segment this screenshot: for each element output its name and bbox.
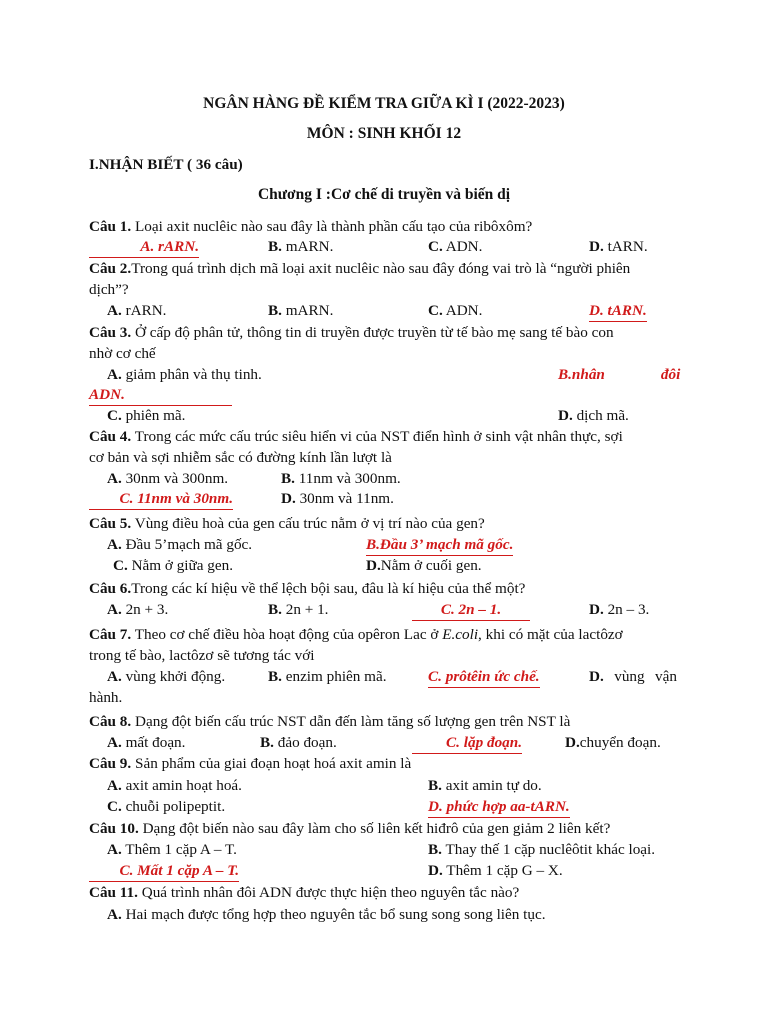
q4-option-b: B. 11nm và 300nm. [281,470,401,487]
question-label: Câu 5. [89,515,132,532]
question-text: Trong quá trình dịch mã loại axit nuclêic nào sau đây đóng vai trò là “người phiên [131,260,631,277]
q1-option-b: B. mARN. [268,238,334,255]
question-1 [89,218,689,236]
q3-b-part2: đôi [660,366,681,383]
question-label: Câu 4. [89,428,132,445]
q10-option-c-correct: C. Mất 1 cặp A – T. [89,862,239,882]
question-label: Câu 11. [89,884,138,901]
question-text: Dạng đột biến nào sau đây làm cho số liên kết hiđrô của gen giảm 2 liên kết? [138,820,611,837]
question-10 [89,820,689,838]
q5-option-c: C. Nằm ở giữa gen. [113,557,234,574]
question-text: Vùng điều hoà của gen cấu trúc nằm ở vị trí nào của gen? [131,515,485,532]
question-5 [89,515,689,533]
q10-option-a: A. Thêm 1 cặp A – T. [107,841,237,858]
question-3 [89,324,689,342]
q7-option-c-correct: C. prôtêin ức chế. [428,668,540,688]
q5-option-b-correct: B.Đầu 3’ mạch mã gốc. [366,536,513,556]
section-heading: I.NHẬN BIẾT ( 36 câu) [89,156,243,173]
q7-option-d-cont: hành. [89,689,123,706]
q7-option-b: B. enzim phiên mã. [268,668,387,685]
question-7-cont: trong tế bào, lactôzơ sẽ tương tác với [89,647,315,664]
q4-option-d: D. 30nm và 11nm. [281,490,394,507]
q4-option-c-correct: C. 11nm và 30nm. [89,490,233,510]
q6-option-d: D. 2n – 3. [589,601,650,618]
q6-option-c-correct: C. 2n – 1. [412,601,530,621]
q8-option-d: D.chuyển đoạn. [565,734,661,751]
q7-option-a: A. vùng khởi động. [107,668,226,685]
q9-option-c: C. chuỗi polipeptit. [107,798,226,815]
q8-option-c-correct: C. lặp đoạn. [412,734,522,754]
question-text: Dạng đột biến cấu trúc NST dẫn đến làm tăng số lượng gen trên NST là [131,713,571,730]
question-label: Câu 10. [89,820,139,837]
q6-option-a: A. 2n + 3. [107,601,169,618]
q2-option-b: B. mARN. [268,302,334,319]
question-text-end: , khi có mặt của lactôzơ [478,626,623,643]
q3-option-b-correct [558,366,680,384]
question-text: Loại axit nuclêic nào sau đây là thành phần cấu tạo của ribôxôm? [131,218,533,235]
q5-option-a: A. Đầu 5’mạch mã gốc. [107,536,253,553]
question-4-cont: cơ bản và sợi nhiễm sắc có đường kính lần lượt là [89,449,392,466]
q9-option-d-correct: D. phức hợp aa-tARN. [428,798,570,818]
question-label: Câu 9. [89,755,132,772]
q9-option-b: B. axit amin tự do. [428,777,542,794]
q7-d-word1: vùng [614,668,645,685]
question-4 [89,428,689,446]
q9-option-a: A. axit amin hoạt hoá. [107,777,242,794]
q3-option-d: D. dịch mã. [558,407,629,424]
question-3-cont: nhờ cơ chế [89,345,156,362]
question-label: Câu 3. [89,324,132,341]
question-text: Theo cơ chế điều hòa hoạt động của opêron Lac ở [131,626,443,643]
q10-option-b: B. Thay thế 1 cặp nuclêôtit khác loại. [428,841,656,858]
question-text: Ở cấp độ phân tử, thông tin di truyền được truyền từ tế bào mẹ sang tế bào con [131,324,614,341]
q1-option-c: C. ADN. [428,238,483,255]
q7-d-word2: vận [655,668,677,685]
q2-option-a: A. rARN. [107,302,167,319]
q2-option-d-correct: D. tARN. [589,302,647,322]
subject-heading: MÔN : SINH KHỐI 12 [306,125,462,142]
q8-option-a: A. mất đoạn. [107,734,186,751]
q10-option-d: D. Thêm 1 cặp G – X. [428,862,563,879]
question-text-italic: E.coli [442,626,479,643]
q1-option-a-correct: A. rARN. [89,238,199,258]
q6-option-b: B. 2n + 1. [268,601,329,618]
question-6 [89,580,689,598]
question-text: Sản phẩm của giai đoạn hoạt hoá axit amin là [131,755,412,772]
question-text: Quá trình nhân đôi ADN được thực hiện theo nguyên tắc nào? [137,884,520,901]
question-8 [89,713,689,731]
question-label: Câu 1. [89,218,132,235]
question-11 [89,884,689,902]
q3-option-c: C. phiên mã. [107,407,186,424]
q4-option-a: A. 30nm và 300nm. [107,470,229,487]
question-9 [89,755,689,773]
q7-option-d [589,668,677,686]
question-label: Câu 2. [89,260,132,277]
q3-option-b-cont: ADN. [89,386,232,406]
q3-option-a: A. giảm phân và thụ tinh. [107,366,262,383]
question-7 [89,626,689,644]
q3-b-part1: B.nhân [558,366,605,383]
question-text: Trong các mức cấu trúc siêu hiển vi của NST điển hình ở sinh vật nhân thực, sợi [131,428,623,445]
question-label: Câu 6. [89,580,132,597]
question-2-cont: dịch”? [89,281,129,298]
q1-option-d: D. tARN. [589,238,648,255]
q2-option-c: C. ADN. [428,302,483,319]
q11-option-a: A. Hai mạch được tổng hợp theo nguyên tắc bổ sung song song liên tục. [107,906,546,923]
q8-option-b: B. đảo đoạn. [260,734,337,751]
question-label: Câu 7. [89,626,132,643]
document-title: NGÂN HÀNG ĐỀ KIỂM TRA GIỮA KÌ I (2022-2023) [203,95,565,112]
q7-d-letter: D. [589,668,604,685]
question-label: Câu 8. [89,713,132,730]
q5-option-d: D.Nằm ở cuối gen. [366,557,482,574]
question-text: Trong các kí hiệu về thể lệch bội sau, đâu là kí hiệu của thể một? [131,580,526,597]
chapter-heading: Chương I :Cơ chế di truyền và biến dị [257,186,511,203]
question-2 [89,260,689,278]
